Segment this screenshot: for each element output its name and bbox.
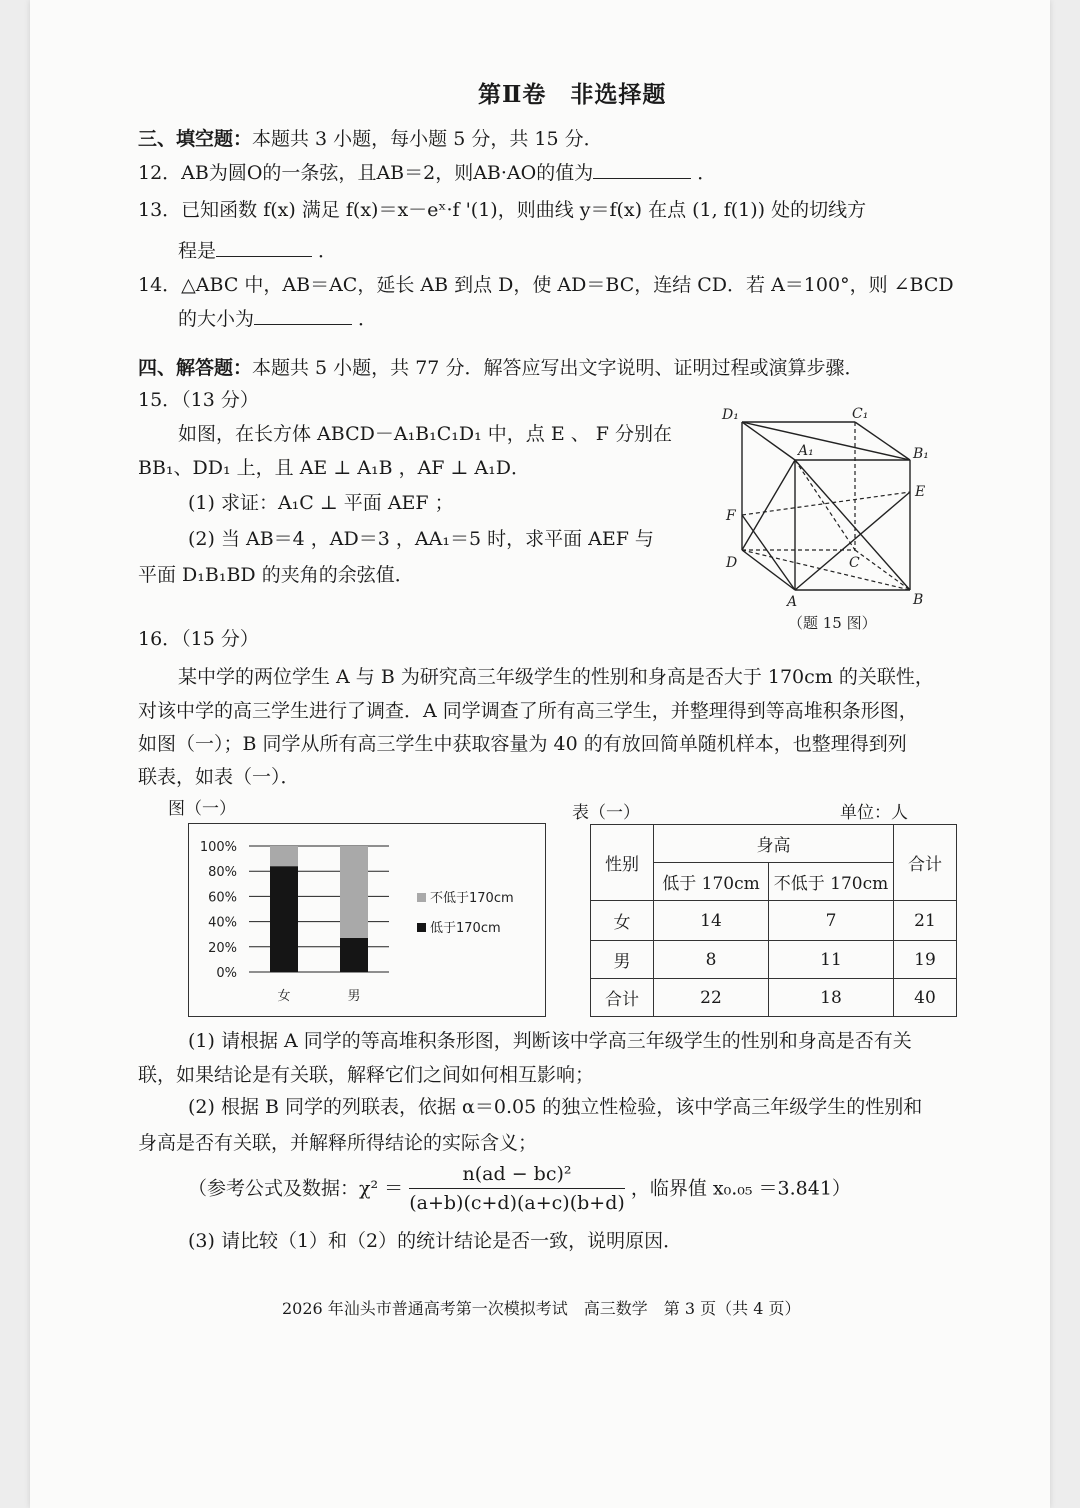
chi-square-fraction (409, 1162, 625, 1215)
table-row (591, 941, 957, 979)
bar-segment (340, 938, 368, 972)
question-12-text: 12．AB为圆O的一条弦，且AB＝2，则AB·AO的值为 (138, 162, 594, 184)
label-b1: B₁ (913, 446, 929, 462)
question-16-para4: 联表，如表（一）． (138, 766, 300, 788)
exam-page (30, 0, 1050, 1508)
question-16-para3: 如图（一）；B 同学从所有高三学生中获取容量为 40 的有放回简单随机样本，也整理得到列 (138, 733, 907, 755)
table-row (591, 901, 957, 941)
edge-da (742, 550, 795, 590)
y-tick-label: 80% (208, 865, 237, 881)
question-16-head: 16．（15 分） (138, 628, 259, 650)
segment-ae (795, 492, 910, 590)
question-15-part2-line2: 平面 D₁B₁BD 的夹角的余弦值． (138, 564, 414, 586)
header-height: 身高 (654, 825, 894, 863)
header-low: 低于 170cm (654, 863, 769, 901)
label-c1: C₁ (852, 406, 869, 422)
formula-denominator: (a+b)(c+d)(a+c)(b+d) (409, 1192, 625, 1214)
contingency-table (590, 824, 957, 1017)
legend-label: 低于170cm (430, 921, 501, 936)
question-15-head: 15．（13 分） (138, 389, 259, 411)
cell-high: 18 (769, 979, 894, 1017)
category-label: 男 (347, 989, 361, 1004)
legend-swatch (417, 923, 426, 932)
question-14-line2: 的大小为 ． (178, 308, 378, 330)
bar-segment (270, 846, 298, 866)
legend-label: 不低于170cm (430, 891, 514, 906)
question-16-para1: 某中学的两位学生 A 与 B 为研究高三年级学生的性别和身高是否大于 170cm 的关联性， (178, 666, 934, 688)
question-15-part2-line1: (2) 当 AB＝4 ，AD＝3 ，AA₁＝5 时，求平面 AEF 与 (188, 528, 654, 550)
unit-label: 单位：人 (840, 803, 908, 823)
question-16-part3: (3) 请比较（1）和（2）的统计结论是否一致，说明原因． (188, 1230, 683, 1252)
hidden-edge-cb (855, 550, 910, 590)
question-13-line1: 13．已知函数 f(x) 满足 f(x)＝x－eˣ·f '(1)，则曲线 y＝f(x) 在点 (1, f(1)) 处的切线方 (138, 199, 867, 221)
cuboid-figure (720, 400, 950, 635)
question-16-part2-line1: (2) 根据 B 同学的列联表，依据 α＝0.05 的独立性检验，该中学高三年级学生的性别和 (188, 1096, 923, 1118)
figure-1-label: 图（一） (168, 799, 236, 819)
formula-numerator: n(ad − bc)² (409, 1162, 625, 1189)
cell-total: 40 (894, 979, 957, 1017)
label-f: F (726, 508, 736, 524)
cell-low: 8 (654, 941, 769, 979)
cell-high: 7 (769, 901, 894, 941)
hidden-segment-a1c (795, 460, 855, 550)
stacked-bar-chart (189, 824, 545, 1016)
question-14-line1: 14．△ABC 中，AB＝AC，延长 AB 到点 D，使 AD＝BC，连结 CD．若 A＝100°，则 ∠BCD (138, 274, 954, 296)
figure-15-caption: （题 15 图） (788, 614, 877, 632)
header-total: 合计 (894, 825, 957, 901)
reference-formula (188, 1162, 851, 1215)
question-15-line2: BB₁、DD₁ 上，且 AE ⊥ A₁B ，AF ⊥ A₁D． (138, 457, 531, 479)
formula-suffix: ，临界值 x₀.₀₅ ＝3.841） (630, 1177, 851, 1200)
table-1-label: 表（一） (572, 803, 640, 823)
question-15-part1: (1) 求证：A₁C ⊥ 平面 AEF ； (188, 492, 454, 514)
category-label: 女 (277, 989, 291, 1004)
question-16-para2: 对该中学的高三学生进行了调查．A 同学调查了所有高三学生，并整理得到等高堆积条形图， (138, 700, 918, 722)
y-tick-label: 40% (208, 915, 237, 931)
stacked-bar-chart-frame (188, 823, 546, 1017)
question-16-part1-line2: 联，如果结论是有关联，解释它们之间如何相互影响； (138, 1064, 595, 1086)
section-title: 第Ⅱ卷 非选择题 (478, 81, 667, 108)
header-gender: 性别 (591, 825, 654, 901)
page-footer: 2026 年汕头市普通高考第一次模拟考试 高三数学 第 3 页（共 4 页） (282, 1299, 801, 1318)
header-high: 不低于 170cm (769, 863, 894, 901)
table-row (591, 979, 957, 1017)
cell-total: 21 (894, 901, 957, 941)
row-label: 男 (591, 941, 654, 979)
cell-low: 22 (654, 979, 769, 1017)
label-d: D (726, 555, 738, 571)
label-b: B (913, 592, 924, 608)
question-12: 12．AB为圆O的一条弦，且AB＝2，则AB·AO的值为 ． (138, 162, 717, 184)
label-d1: D₁ (722, 407, 739, 423)
y-tick-label: 60% (208, 890, 237, 906)
part3-header-text: 本题共 3 小题，每小题 5 分，共 15 分． (252, 128, 603, 150)
bar-segment (270, 866, 298, 972)
question-14-text: 的大小为 (178, 308, 255, 330)
part4-header-label: 四、解答题： (138, 357, 253, 379)
segment-d1b1 (742, 422, 910, 460)
row-label: 合计 (591, 979, 654, 1017)
label-a: A (787, 594, 798, 610)
bar-segment (340, 846, 368, 938)
y-tick-label: 20% (208, 940, 237, 956)
label-c: C (849, 555, 860, 571)
segment-a1d (742, 460, 795, 550)
question-13-line2: 程是 ． (178, 240, 338, 262)
label-e: E (915, 484, 926, 500)
label-a1: A₁ (798, 443, 814, 459)
question-16-part1-line1: (1) 请根据 A 同学的等高堆积条形图，判断该中学高三年级学生的性别和身高是否有关 (188, 1030, 912, 1052)
part3-header (138, 126, 603, 152)
answer-blank-14 (254, 306, 352, 325)
legend-swatch (417, 893, 426, 902)
part4-header-text: 本题共 5 小题，共 77 分．解答应写出文字说明、证明过程或演算步骤． (252, 357, 864, 379)
formula-prefix: （参考公式及数据：χ² ＝ (188, 1177, 404, 1200)
hidden-segment-db (742, 550, 910, 590)
question-13-text: 程是 (178, 240, 217, 262)
part4-header (138, 355, 863, 381)
row-label: 女 (591, 901, 654, 941)
y-tick-label: 0% (216, 966, 237, 981)
question-16-part2-line2: 身高是否有关联，并解释所得结论的实际含义； (138, 1132, 538, 1154)
cell-low: 14 (654, 901, 769, 941)
cell-high: 11 (769, 941, 894, 979)
answer-blank-13 (216, 238, 312, 257)
question-15-line1: 如图，在长方体 ABCD－A₁B₁C₁D₁ 中，点 E 、 F 分别在 (178, 423, 673, 445)
part3-header-label: 三、填空题： (138, 128, 253, 150)
answer-blank-12 (593, 160, 691, 179)
cell-total: 19 (894, 941, 957, 979)
y-tick-label: 100% (199, 840, 237, 855)
